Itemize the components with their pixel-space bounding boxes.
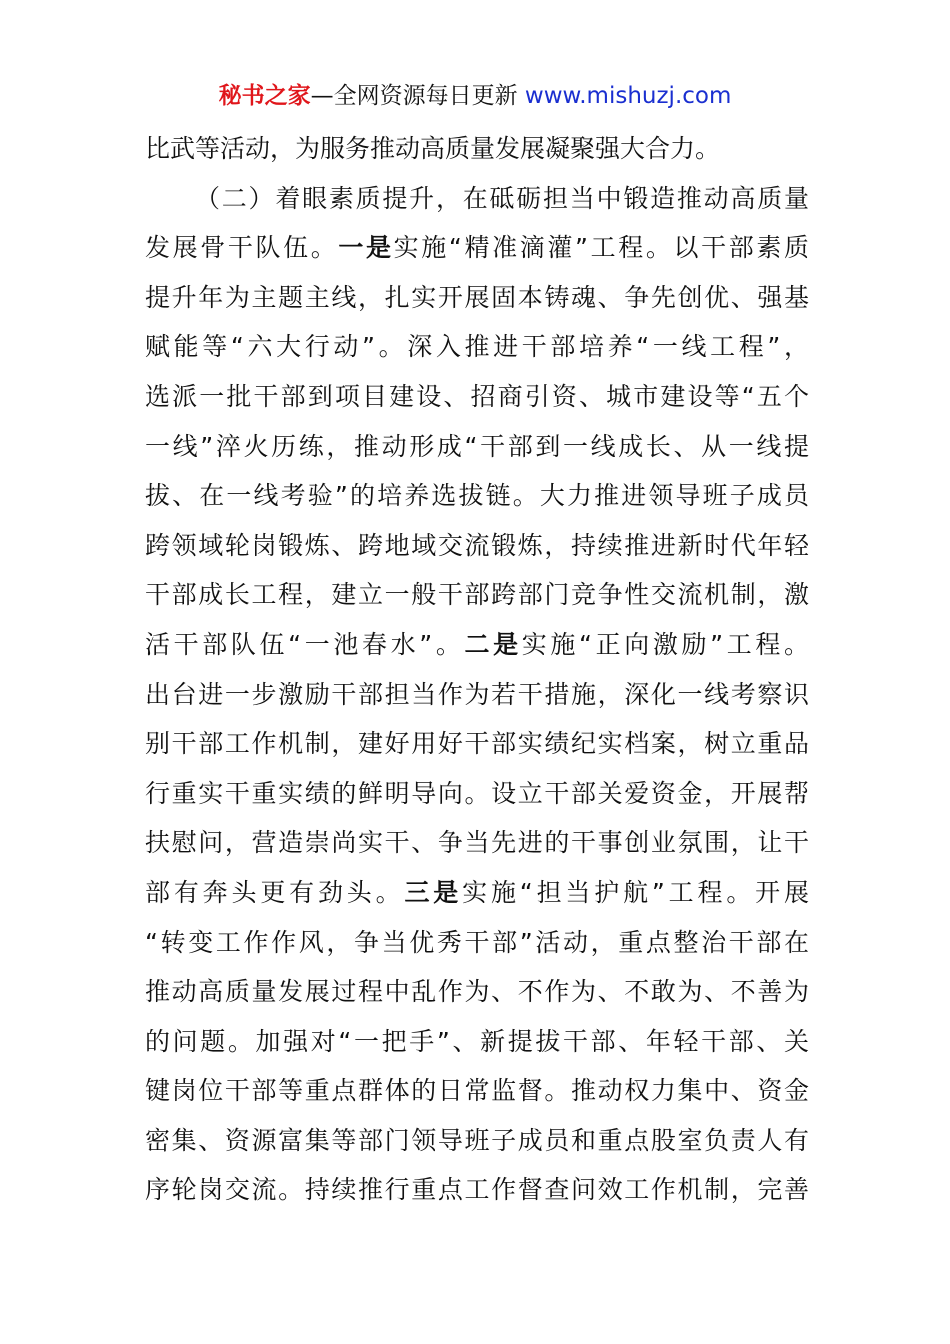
text-line: 行重实干重实绩的鲜明导向。设立干部关爱资金，开展帮 <box>145 778 809 808</box>
page-header <box>0 79 950 113</box>
text-line: 拔、在一线考验”的培养选拔链。大力推进领导班子成员 <box>145 481 809 511</box>
text-span: 实施“担当护航”工程。开展 <box>462 877 809 907</box>
text-span: 实施“精准滴灌”工程。以干部素质 <box>393 233 809 263</box>
text-line: “转变工作作风，争当优秀干部”活动，重点整治干部在 <box>145 927 809 957</box>
text-line: 干部成长工程，建立一般干部跨部门竞争性交流机制，激 <box>145 580 809 610</box>
text-span: 活干部队伍“一池春水”。 <box>145 629 465 659</box>
site-url-link[interactable]: www.mishuzj.com <box>524 83 732 109</box>
text-line: 跨领域轮岗锻炼、跨地域交流锻炼，持续推进新时代年轻 <box>145 530 809 560</box>
brand-name: 秘书之家 <box>218 83 311 109</box>
text-line: 扶慰问，营造崇尚实干、争当先进的干事创业氛围，让干 <box>145 828 809 858</box>
text-line <box>145 868 809 918</box>
text-line: 的问题。加强对“一把手”、新提拔干部、年轻干部、关 <box>145 1026 809 1056</box>
document-body <box>145 124 809 1215</box>
text-line: 提升年为主题主线，扎实开展固本铸魂、争先创优、强基 <box>145 282 809 312</box>
point-three-label: 三是 <box>404 877 463 907</box>
point-one-label: 一是 <box>338 233 394 263</box>
text-line: 密集、资源富集等部门领导班子成员和重点股室负责人有 <box>145 1125 809 1155</box>
text-line <box>145 620 809 670</box>
point-two-label: 二是 <box>464 629 522 659</box>
text-span: 部有奔头更有劲头。 <box>145 877 405 907</box>
text-line: 键岗位干部等重点群体的日常监督。推动权力集中、资金 <box>145 1076 809 1106</box>
text-line: 选派一批干部到项目建设、招商引资、城市建设等“五个 <box>145 381 809 411</box>
text-line: 比武等活动，为服务推动高质量发展凝聚强大合力。 <box>145 134 721 163</box>
text-line: 赋能等“六大行动”。深入推进干部培养“一线工程”， <box>145 332 809 362</box>
text-line <box>145 223 809 273</box>
text-span: 实施“正向激励”工程。 <box>521 629 809 659</box>
text-line: 一线”淬火历练，推动形成“干部到一线成长、从一线提 <box>145 431 809 461</box>
text-line: 别干部工作机制，建好用好干部实绩纪实档案，树立重品 <box>145 729 809 759</box>
text-line: 推动高质量发展过程中乱作为、不作为、不敢为、不善为 <box>145 977 809 1007</box>
text-line: 序轮岗交流。持续推行重点工作督查问效工作机制，完善 <box>145 1175 809 1205</box>
section-heading-end: 发展骨干队伍。 <box>145 233 339 263</box>
header-tagline: —全网资源每日更新 <box>310 83 525 109</box>
section-heading-line: （二）着眼素质提升，在砥砺担当中锻造推动高质量 <box>195 183 809 213</box>
text-line: 出台进一步激励干部担当作为若干措施，深化一线考察识 <box>145 679 809 709</box>
